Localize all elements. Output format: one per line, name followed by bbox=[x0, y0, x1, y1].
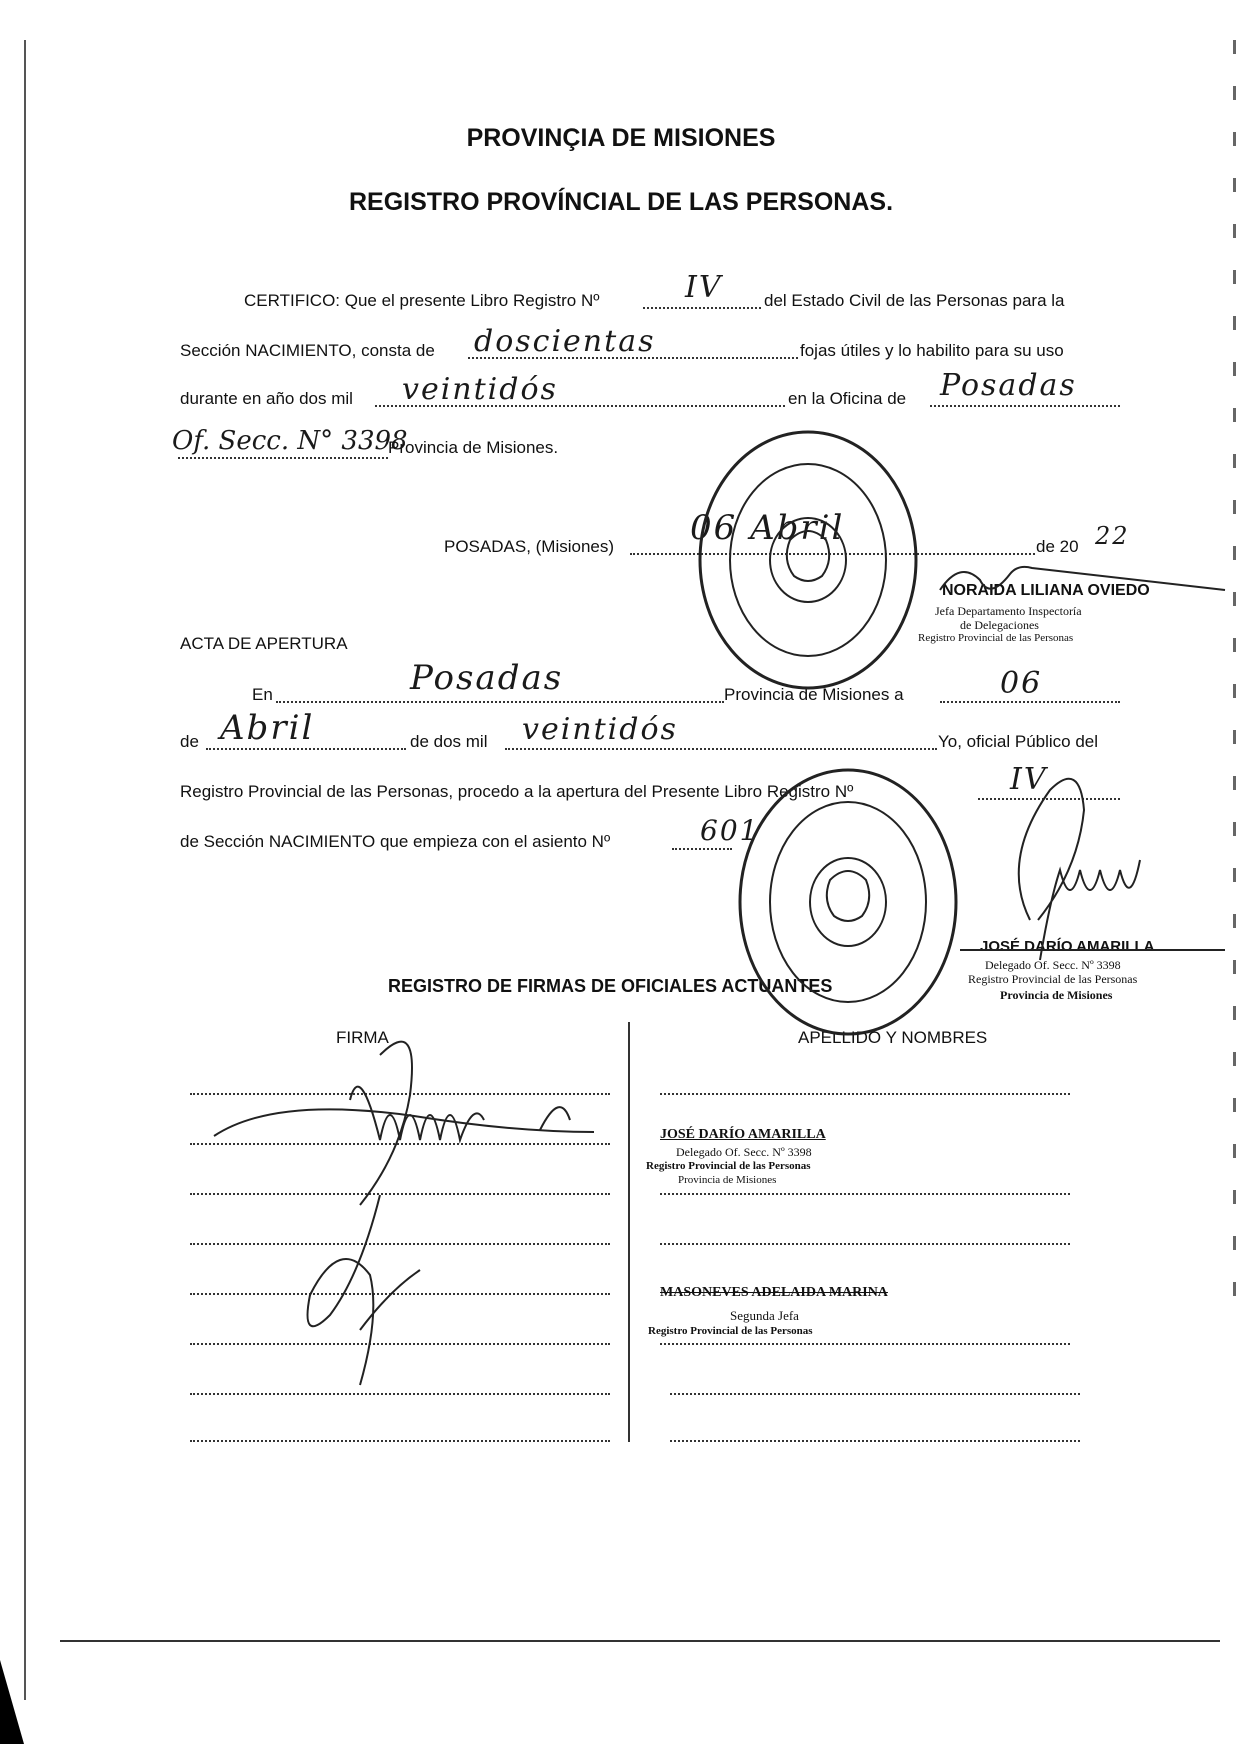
stamp-mid-name: JOSÉ DARÍO AMARILLA bbox=[980, 938, 1155, 955]
cert-line3-prefix: durante en año dos mil bbox=[180, 389, 353, 408]
page-title: PROVINÇIA DE MISIONES bbox=[466, 124, 776, 152]
apertura-line4-prefix: de Sección NACIMIENTO que empieza con el asiento Nº bbox=[180, 832, 611, 851]
officer2-line3: Registro Provincial de las Personas bbox=[648, 1325, 813, 1337]
apertura-year-label: de dos mil bbox=[410, 732, 488, 751]
officer1-line2: Delegado Of. Secc. Nº 3398 bbox=[676, 1145, 812, 1159]
stamp-top-line4: Registro Provincial de las Personas bbox=[918, 632, 1074, 644]
signature-firma-1 bbox=[214, 1042, 594, 1205]
apertura-libro-number: IV bbox=[1010, 762, 1048, 797]
officer1-line4: Provincia de Misiones bbox=[678, 1174, 777, 1186]
official-seal-top bbox=[700, 432, 916, 688]
stamp-top-line3: de Delegaciones bbox=[960, 618, 1039, 632]
apertura-asiento: 601 bbox=[700, 814, 760, 847]
signatures-heading: REGISTRO DE FIRMAS DE OFICIALES ACTUANTES bbox=[388, 976, 833, 996]
officer2-line2: Segunda Jefa bbox=[730, 1308, 799, 1323]
cert-office-section: Of. Secc. N° 3398 bbox=[172, 426, 408, 456]
apertura-day: 06 bbox=[1000, 666, 1043, 701]
stamp-top-line2: Jefa Departamento Inspectoría bbox=[935, 604, 1082, 618]
col-nombres-label: APELLIDO Y NOMBRES bbox=[798, 1028, 988, 1047]
apertura-de-label: de bbox=[180, 732, 199, 751]
col-firma-label: FIRMA bbox=[336, 1028, 389, 1047]
officer1-line3: Registro Provincial de las Personas bbox=[646, 1160, 811, 1172]
apertura-yo-label: Yo, oficial Público del bbox=[938, 732, 1099, 751]
cert-line4-suffix: Provincia de Misiones. bbox=[388, 438, 559, 457]
dating-year-suffix: 22 bbox=[1095, 522, 1130, 550]
dating-place: POSADAS, (Misiones) bbox=[444, 537, 615, 556]
cert-office-city: Posadas bbox=[940, 368, 1077, 403]
apertura-en-label: En bbox=[252, 685, 273, 704]
signature-scribble-top bbox=[940, 567, 1225, 590]
dating-year-prefix: de 20 bbox=[1036, 537, 1079, 556]
cert-line2-suffix: fojas útiles y lo habilito para su uso bbox=[800, 341, 1064, 360]
dating-day-month: 06 Abril bbox=[690, 508, 845, 548]
cert-libro-number: IV bbox=[685, 270, 723, 305]
apertura-year-words: veintidós bbox=[522, 712, 678, 747]
officer1-name: JOSÉ DARÍO AMARILLA bbox=[660, 1127, 826, 1142]
cert-line1-suffix: del Estado Civil de las Personas para la bbox=[764, 291, 1065, 310]
apertura-month: Abril bbox=[220, 708, 315, 748]
cert-year-words: veintidós bbox=[402, 372, 558, 407]
apertura-province-label: Provincia de Misiones a bbox=[724, 685, 904, 704]
cert-line1-prefix: CERTIFICO: Que el presente Libro Registro Nº bbox=[244, 291, 600, 310]
stamp-mid-line2: Delegado Of. Secc. Nº 3398 bbox=[985, 958, 1121, 972]
apertura-heading: ACTA DE APERTURA bbox=[180, 634, 348, 653]
stamp-top-name: NORAIDA LILIANA OVIEDO bbox=[942, 582, 1150, 599]
apertura-line3-prefix: Registro Provincial de las Personas, procedo a la apertura del Presente Libro Registro Nº bbox=[180, 782, 854, 801]
signature-scribble-mid bbox=[960, 779, 1225, 960]
apertura-city: Posadas bbox=[410, 658, 564, 698]
signature-firma-2 bbox=[308, 1195, 421, 1385]
cert-fojas-count: doscientas bbox=[474, 324, 656, 359]
page-subtitle: REGISTRO PROVÍNCIAL DE LAS PERSONAS. bbox=[348, 188, 894, 216]
cert-line3-middle: en la Oficina de bbox=[788, 389, 907, 408]
stamp-mid-line4: Provincia de Misiones bbox=[1000, 988, 1113, 1002]
officer2-name: MASONEVES ADELAIDA MARINA bbox=[660, 1285, 888, 1300]
official-seal-mid bbox=[740, 770, 956, 1034]
cert-line2-prefix: Sección NACIMIENTO, consta de bbox=[180, 341, 435, 360]
stamp-mid-line3: Registro Provincial de las Personas bbox=[968, 972, 1138, 986]
